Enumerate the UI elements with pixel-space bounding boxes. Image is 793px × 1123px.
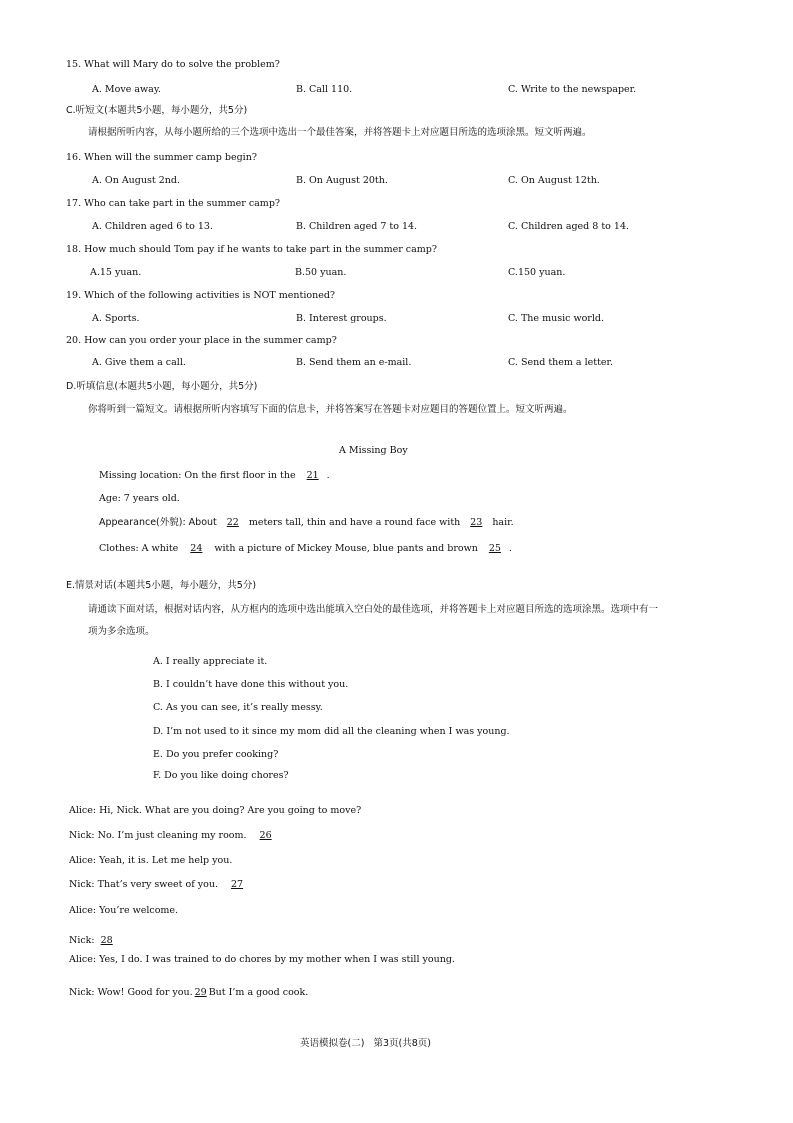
- q19-option-a: A. Sports.: [92, 313, 140, 324]
- dialogue-line-1: Alice: Hi, Nick. What are you doing? Are you going to move?: [69, 805, 362, 816]
- dialogue-line-4: [69, 879, 253, 891]
- blank-29: 29: [194, 987, 207, 998]
- section-d-title: D.听填信息(本题共5小题，每小题分，共5分): [66, 381, 258, 392]
- clothes-label: Clothes: A white: [99, 543, 179, 554]
- dialogue-line-6-text: Nick:: [69, 935, 95, 946]
- option-b: B. I couldn’t have done this without you.: [153, 679, 349, 690]
- dialogue-line-6: [69, 935, 116, 947]
- section-c-instruction: 请根据所听内容，从每小题所给的三个选项中选出一个最佳答案，并将答题卡上对应题目所选的选项涂黑。短文听两遍。: [88, 127, 592, 138]
- blank-28: 28: [100, 935, 113, 946]
- location-period: .: [326, 470, 330, 481]
- q17-stem: 17. Who can take part in the summer camp?: [66, 198, 280, 209]
- section-e-title: E.情景对话(本题共5小题，每小题分，共5分): [66, 580, 257, 591]
- q16-option-b: B. On August 20th.: [296, 175, 388, 186]
- q17-option-b: B. Children aged 7 to 14.: [296, 221, 418, 232]
- q20-option-b: B. Send them an e-mail.: [296, 357, 412, 368]
- blank-26: 26: [259, 830, 272, 841]
- appearance-end: hair.: [492, 517, 514, 528]
- page-footer: 英语模拟卷(二) 第3页(共8页): [300, 1038, 431, 1049]
- dialogue-line-3: Alice: Yeah, it is. Let me help you.: [69, 855, 233, 866]
- q19-option-b: B. Interest groups.: [296, 313, 387, 324]
- appearance-line: [99, 517, 514, 529]
- dialogue-line-8-end: But I’m a good cook.: [208, 987, 309, 998]
- appearance-middle: meters tall, thin and have a round face with: [248, 517, 461, 528]
- section-c-title: C.听短文(本题共5小题，每小题分，共5分): [66, 105, 248, 116]
- blank-23: 23: [470, 517, 483, 528]
- blank-22: 22: [226, 517, 239, 528]
- clothes-period: .: [508, 543, 512, 554]
- q15-stem: 15. What will Mary do to solve the problem?: [66, 59, 280, 70]
- blank-24: 24: [190, 543, 203, 554]
- missing-location-line: [99, 470, 330, 482]
- dialogue-line-2-text: Nick: No. I’m just cleaning my room.: [69, 830, 247, 841]
- q18-option-a: A.15 yuan.: [90, 267, 142, 278]
- info-card-title: A Missing Boy: [339, 445, 408, 456]
- blank-21: 21: [306, 470, 319, 481]
- missing-location-label: Missing location: On the first floor in the: [99, 470, 296, 481]
- option-f: F. Do you like doing chores?: [153, 770, 289, 781]
- section-e-instruction-2: 项为多余选项。: [88, 626, 155, 637]
- q19-stem: 19. Which of the following activities is NOT mentioned?: [66, 290, 336, 301]
- dialogue-line-4-text: Nick: That’s very sweet of you.: [69, 879, 218, 890]
- option-e: E. Do you prefer cooking?: [153, 749, 279, 760]
- dialogue-line-2: [69, 830, 282, 842]
- age-line: Age: 7 years old.: [99, 493, 180, 504]
- option-a: A. I really appreciate it.: [153, 656, 268, 667]
- dialogue-line-8-text: Nick: Wow! Good for you.: [69, 987, 193, 998]
- section-e-instruction-1: 请通读下面对话，根据对话内容，从方框内的选项中选出能填入空白处的最佳选项，并将答题卡上对应题目所选的选项涂黑。选项中有一: [88, 604, 659, 615]
- section-d-instruction: 你将听到一篇短文。请根据所听内容填写下面的信息卡，并将答案写在答题卡对应题目的答题位置上。短文听两遍。: [88, 404, 573, 415]
- q16-stem: 16. When will the summer camp begin?: [66, 152, 257, 163]
- appearance-label: Appearance(外貌): About: [99, 517, 217, 528]
- blank-25: 25: [488, 543, 501, 554]
- dialogue-line-8: [69, 987, 308, 999]
- q20-option-a: A. Give them a call.: [92, 357, 186, 368]
- option-d: D. I’m not used to it since my mom did all the cleaning when I was young.: [153, 726, 510, 737]
- clothes-middle: with a picture of Mickey Mouse, blue pants and brown: [214, 543, 478, 554]
- dialogue-line-7: Alice: Yes, I do. I was trained to do chores by my mother when I was still young.: [69, 954, 455, 965]
- q18-stem: 18. How much should Tom pay if he wants to take part in the summer camp?: [66, 244, 437, 255]
- q20-stem: 20. How can you order your place in the summer camp?: [66, 335, 337, 346]
- q20-option-c: C. Send them a letter.: [508, 357, 614, 368]
- q18-option-b: B.50 yuan.: [295, 267, 347, 278]
- q16-option-a: A. On August 2nd.: [92, 175, 180, 186]
- q19-option-c: C. The music world.: [508, 313, 604, 324]
- q17-option-c: C. Children aged 8 to 14.: [508, 221, 630, 232]
- q15-option-a: A. Move away.: [92, 84, 161, 95]
- q17-option-a: A. Children aged 6 to 13.: [92, 221, 213, 232]
- option-c: C. As you can see, it’s really messy.: [153, 702, 323, 713]
- dialogue-line-5: Alice: You’re welcome.: [69, 905, 179, 916]
- q15-option-c: C. Write to the newspaper.: [508, 84, 637, 95]
- q18-option-c: C.150 yuan.: [508, 267, 566, 278]
- clothes-line: [99, 543, 512, 555]
- blank-27: 27: [230, 879, 244, 890]
- q15-option-b: B. Call 110.: [296, 84, 353, 95]
- q16-option-c: C. On August 12th.: [508, 175, 600, 186]
